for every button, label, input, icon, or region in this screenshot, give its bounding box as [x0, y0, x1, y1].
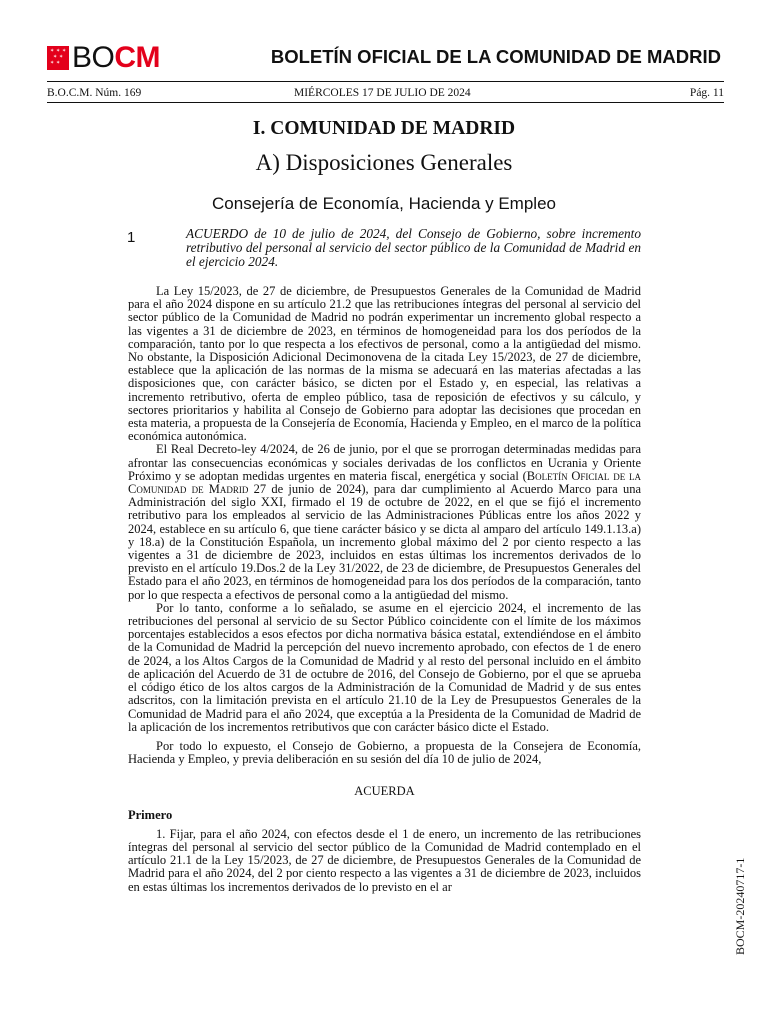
acuerdo-title: ACUERDO de 10 de julio de 2024, del Consejo de Gobierno, sobre incremento retributivo del personal al servicio del sector público de la Comunidad de Madrid en el ejercicio 2024. — [186, 226, 641, 269]
header-rule-top — [47, 81, 724, 82]
paragraph-5: 1. Fijar, para el año 2024, con efectos desde el 1 de enero, un incremento de las retribuciones íntegras del personal al servicio del sector público de la Comunidad de Madrid contemplado en el artículo 21.1 de la Ley 15/2023, de 27 de diciembre, de Presupuestos Generales de la Comunidad de Madrid para el año 2024, del 2 por ciento respecto a las vigentes a 31 de diciembre de 2023, incluidos en estas últimas los incrementos derivados de lo previsto en el ar — [128, 826, 641, 894]
paragraph-1: La Ley 15/2023, de 27 de diciembre, de Presupuestos Generales de la Comunidad de Madrid para el año 2024 dispone en su artículo 21.2 que las retribuciones íntegras del personal al servicio del sector público de la Comunidad de Madrid no podrán experimentar un incremento global respecto a las vigentes a 31 de diciembre de 2023, en términos de homogeneidad para los dos períodos de la comparación, tanto por lo que respecta a los efectivos de personal, como a la antigüedad del mismo. No obstante, la Disposición Adicional Decimonovena de la citada Ley 15/2023, de 27 de diciembre, establece que la aplicación de las normas de la misma se adecuará en las materias afectadas a las disposiciones que, con carácter básico, se dicten por el Estado y, en especial, las relativas a incremento retributivo, oferta de empleo público, tasa de reposición de efectivos y su cálculo, y sectores prioritarios y habilita al Consejo de Gobierno para adoptar las decisiones que procedan en esta materia, a propuesta de la Consejería de Economía, Hacienda y Empleo, en el marco de la política económica autonómica. — [128, 284, 641, 444]
paragraph-4: Por todo lo expuesto, el Consejo de Gobierno, a propuesta de la Consejera de Economía, Hacienda y Empleo, y previa deliberación en su sesión del día 10 de julio de 2024, — [128, 738, 641, 767]
bulletin-title: BOLETÍN OFICIAL DE LA COMUNIDAD DE MADRID — [270, 46, 721, 67]
document-body — [128, 285, 641, 894]
madrid-flag-icon: ✶ ✶ ✶ ✶ ✶ ✶ ✶ — [47, 46, 69, 70]
page-number: Pág. 11 — [689, 87, 724, 99]
issue-date: MIÉRCOLES 17 DE JULIO DE 2024 — [294, 87, 471, 99]
section-subtitle: A) Disposiciones Generales — [255, 150, 513, 175]
primero-heading: Primero — [128, 807, 173, 822]
issue-number: B.O.C.M. Núm. 169 — [47, 87, 142, 99]
acuerda-heading: ACUERDA — [354, 784, 415, 799]
paragraph-2: El Real Decreto-ley 4/2024, de 26 de junio, por el que se prorrogan determinadas medidas para afrontar las consecuencias económicas y sociales derivadas de los conflictos en Ucrania y Oriente Próximo y se adoptan medidas urgentes en materia fiscal, energética y social (Boletín Oficial de la Comunidad de Madrid 27 de junio de 2024), para dar cumplimiento al Acuerdo Marco para una Administración del siglo XXI, firmado el 19 de octubre de 2022, en el que se fijó el incremento retributivo para los empleados al servicio de las Administraciones Públicas entre los años 2022 y 2024, establece en su artículo 6, que tiene carácter básico y se dicta al amparo del artículo 149.1.13.a) y 18.a) de la Constitución Española, un incremento global máximo del 2 por ciento respecto a las vigentes a 31 de diciembre de 2023, incluidos en estas últimas los incrementos derivados de lo previsto en el artículo 19.Dos.2 de la Ley 31/2022, de 23 de diciembre, de Presupuestos Generales del Estado para el año 2023, en términos de homogeneidad para los dos períodos de la comparación, tanto por lo que respecta a efectivos de personal como a la antigüedad del mismo. — [128, 442, 641, 602]
logo-text-bo: BO — [72, 41, 115, 74]
header-rule-bottom — [47, 102, 724, 103]
paragraph-3: Por lo tanto, conforme a lo señalado, se asume en el ejercicio 2024, el incremento de las retribuciones del personal al servicio de su Sector Público coincidente con el límite de los máximos porcentajes establecidos a esos efectos por dicha normativa básica estatal, extendiéndose en el ámbito de la Comunidad de Madrid la percepción del nuevo incremento aprobado, con efectos de 1 de enero de 2024, a los Altos Cargos de la Comunidad de Madrid y al resto del personal incluido en el ámbito de aplicación del Acuerdo de 31 de octubre de 2016, del Consejo de Gobierno, por el que se aprueba el código ético de los altos cargos de la Administración de la Comunidad de Madrid y de sus entes adscritos, con la limitación prevista en el artículo 21.10 de la Ley de Presupuestos Generales de la Comunidad de Madrid para el año 2024, que exceptúa a la Presidenta de la Comunidad de Madrid de la aplicación de los incrementos retributivos que con carácter básico dicte el Estado. — [128, 600, 641, 734]
bocm-code: BOCM-20240717-1 — [733, 857, 747, 955]
consejeria-heading: Consejería de Economía, Hacienda y Empleo — [212, 194, 556, 213]
logo-text-cm: CM — [114, 41, 161, 74]
bocm-logo — [47, 43, 160, 73]
acuerdo-number: 1 — [127, 229, 136, 246]
section-title: I. COMUNIDAD DE MADRID — [252, 118, 516, 139]
boletin-reference: Boletín Oficial de la Comunidad de Madrid — [128, 468, 641, 497]
